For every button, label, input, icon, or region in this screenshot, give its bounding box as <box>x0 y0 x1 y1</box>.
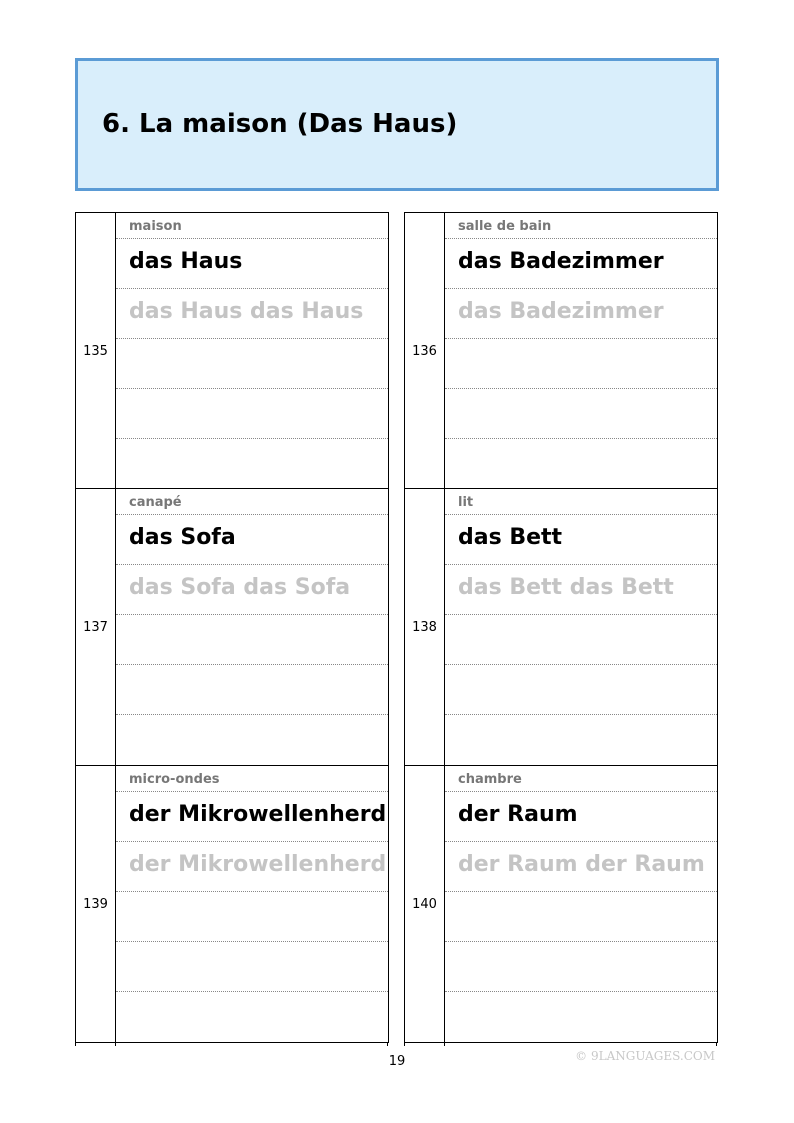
frame-tick <box>444 1042 445 1046</box>
word-line <box>116 792 388 842</box>
card-meaning <box>445 766 717 792</box>
word-line <box>116 515 388 565</box>
practice-line[interactable] <box>445 665 717 715</box>
practice-line[interactable] <box>116 665 388 715</box>
trace-line <box>445 289 717 339</box>
practice-line[interactable] <box>116 992 388 1041</box>
frame-tick <box>75 1042 76 1046</box>
trace-word: der Mikrowellenherd <box>129 852 387 877</box>
frame-tick <box>716 1042 717 1046</box>
trace-word: das Bett das Bett <box>458 575 674 600</box>
meaning-label: chambre <box>458 772 522 787</box>
practice-line[interactable] <box>445 615 717 665</box>
trace-word: das Badezimmer <box>458 299 664 324</box>
card-meaning <box>116 489 388 515</box>
card-meaning <box>116 213 388 239</box>
meaning-label: micro-ondes <box>129 772 220 787</box>
word-line <box>445 239 717 289</box>
word-line <box>445 792 717 842</box>
practice-line[interactable] <box>445 892 717 942</box>
card-number: 140 <box>412 897 437 912</box>
card-meaning <box>116 766 388 792</box>
vocab-card-140 <box>404 765 718 1043</box>
meaning-label: maison <box>129 219 182 234</box>
practice-line[interactable] <box>116 615 388 665</box>
vocab-card-135 <box>75 212 389 489</box>
trace-line <box>116 842 388 892</box>
frame-tick <box>404 1042 405 1046</box>
practice-line[interactable] <box>445 339 717 389</box>
practice-line[interactable] <box>116 892 388 942</box>
frame-tick <box>115 1042 116 1046</box>
vocab-word: das Bett <box>458 525 563 550</box>
vocab-word: das Badezimmer <box>458 249 664 274</box>
practice-line[interactable] <box>116 942 388 992</box>
practice-line[interactable] <box>445 942 717 992</box>
card-number-column <box>76 489 116 765</box>
vocab-card-136 <box>404 212 718 489</box>
trace-word: das Haus das Haus <box>129 299 364 324</box>
trace-line <box>116 289 388 339</box>
meaning-label: canapé <box>129 495 182 510</box>
vocab-word: das Haus <box>129 249 243 274</box>
card-meaning <box>445 489 717 515</box>
word-line <box>445 515 717 565</box>
practice-line[interactable] <box>445 389 717 439</box>
meaning-label: salle de bain <box>458 219 552 234</box>
card-number-column <box>405 766 445 1042</box>
practice-line[interactable] <box>445 992 717 1041</box>
card-number: 138 <box>412 620 437 635</box>
vocab-card-138 <box>404 488 718 765</box>
vocab-word: der Mikrowellenherd <box>129 802 387 827</box>
trace-line <box>445 842 717 892</box>
vocab-card-139 <box>75 765 389 1043</box>
card-number: 135 <box>83 344 108 359</box>
frame-tick <box>387 1042 388 1046</box>
copyright-notice: © 9LANGUAGES.COM <box>575 1049 715 1063</box>
word-line <box>116 239 388 289</box>
title-box <box>75 58 719 191</box>
card-number: 139 <box>83 897 108 912</box>
vocab-word: der Raum <box>458 802 578 827</box>
card-number-column <box>76 213 116 489</box>
practice-line[interactable] <box>116 389 388 439</box>
practice-line[interactable] <box>445 439 717 488</box>
practice-line[interactable] <box>116 339 388 389</box>
vocab-card-137 <box>75 488 389 765</box>
page-title: 6. La maison (Das Haus) <box>102 109 458 139</box>
practice-line[interactable] <box>116 715 388 764</box>
card-number-column <box>76 766 116 1042</box>
vocab-word: das Sofa <box>129 525 236 550</box>
card-number-column <box>405 213 445 489</box>
practice-line[interactable] <box>445 715 717 764</box>
card-number: 136 <box>412 344 437 359</box>
page-number: 19 <box>388 1054 406 1069</box>
card-number-column <box>405 489 445 765</box>
card-number: 137 <box>83 620 108 635</box>
practice-line[interactable] <box>116 439 388 488</box>
card-meaning <box>445 213 717 239</box>
meaning-label: lit <box>458 495 474 510</box>
trace-line <box>116 565 388 615</box>
trace-word: das Sofa das Sofa <box>129 575 351 600</box>
trace-word: der Raum der Raum <box>458 852 705 877</box>
trace-line <box>445 565 717 615</box>
